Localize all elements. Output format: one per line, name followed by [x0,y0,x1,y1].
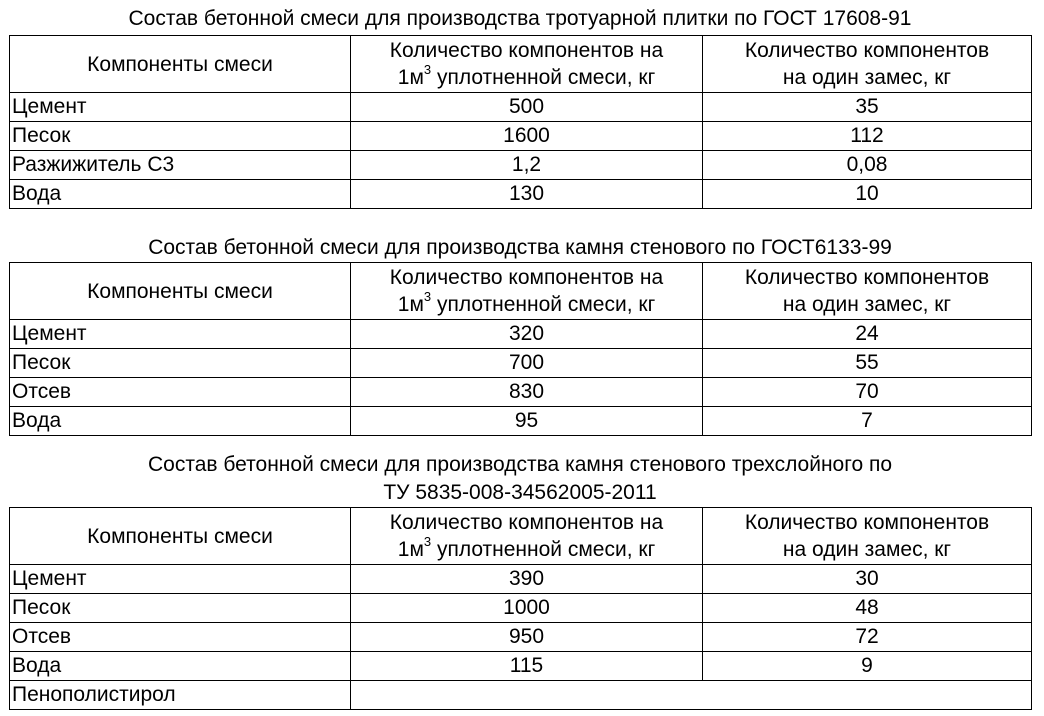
table-row [10,320,1032,349]
table-row [10,180,1032,209]
table-title-line-2: ТУ 5835-008-34562005-2011 [383,481,657,504]
table-title: Состав бетонной смеси для производства камня стенового по ГОСТ6133-99 [148,236,892,259]
amount-per-m3: 700 [351,349,703,378]
header-components: Компоненты смеси [10,36,351,93]
header-per-batch: Количество компонентов на один замес, кг [703,263,1032,320]
header-per-batch: Количество компонентов на один замес, кг [703,508,1032,565]
header-per-batch: Количество компонентов на один замес, кг [703,36,1032,93]
component-name: Отсев [10,623,351,652]
amount-per-m3: 1000 [351,594,703,623]
table-row [10,349,1032,378]
composition-table [9,507,1032,710]
component-name: Цемент [10,320,351,349]
table-section-1 [9,3,1031,209]
amount-per-batch: 48 [703,594,1032,623]
table-row [10,93,1032,122]
component-name: Вода [10,407,351,436]
table-header-row [10,36,1032,93]
component-name: Цемент [10,93,351,122]
table-row [10,565,1032,594]
amount-per-m3: 390 [351,565,703,594]
amount-per-m3: 320 [351,320,703,349]
header-per-m3: Количество компонентов на $1м^3$ уплотненной смеси, кг [351,36,703,93]
amount-per-m3: 950 [351,623,703,652]
amount-per-m3: 130 [351,180,703,209]
table-header-row [10,508,1032,565]
header-components: Компоненты смеси [10,263,351,320]
table-row [10,122,1032,151]
header-per-m3: Количество компонентов на $1м^3$ уплотненной смеси, кг [351,263,703,320]
amount-per-batch: 10 [703,180,1032,209]
table-row [10,407,1032,436]
amount-per-batch: 112 [703,122,1032,151]
composition-table [9,35,1032,209]
amount-per-batch: 70 [703,378,1032,407]
table-section-2 [9,234,1031,436]
header-per-m3: Количество компонентов на $1м^3$ уплотненной смеси, кг [351,508,703,565]
amount-per-m3: 95 [351,407,703,436]
header-components: Компоненты смеси [10,508,351,565]
amount-merged-empty [351,681,1032,710]
amount-per-m3: 1600 [351,122,703,151]
amount-per-m3: 115 [351,652,703,681]
component-name: Цемент [10,565,351,594]
table-row [10,594,1032,623]
composition-table [9,262,1032,436]
amount-per-batch: 9 [703,652,1032,681]
table-row [10,623,1032,652]
component-name: Песок [10,349,351,378]
component-name: Песок [10,594,351,623]
amount-per-batch: 35 [703,93,1032,122]
table-row [10,652,1032,681]
component-name: Вода [10,180,351,209]
component-name: Пенополистирол [10,681,351,710]
amount-per-batch: 55 [703,349,1032,378]
amount-per-m3: 830 [351,378,703,407]
table-row [10,681,1032,710]
table-row [10,151,1032,180]
table-row [10,378,1032,407]
table-title: Состав бетонной смеси для производства тротуарной плитки по ГОСТ 17608-91 [128,7,912,30]
amount-per-batch: 72 [703,623,1032,652]
table-title: Состав бетонной смеси для производства камня стенового трехслойного по [147,453,893,476]
component-name: Отсев [10,378,351,407]
table-section-3 [9,451,1031,710]
component-name: Разжижитель С3 [10,151,351,180]
amount-per-batch: 24 [703,320,1032,349]
amount-per-m3: 500 [351,93,703,122]
amount-per-batch: 7 [703,407,1032,436]
component-name: Песок [10,122,351,151]
table-header-row [10,263,1032,320]
amount-per-batch: 0,08 [703,151,1032,180]
component-name: Вода [10,652,351,681]
amount-per-batch: 30 [703,565,1032,594]
amount-per-m3: 1,2 [351,151,703,180]
